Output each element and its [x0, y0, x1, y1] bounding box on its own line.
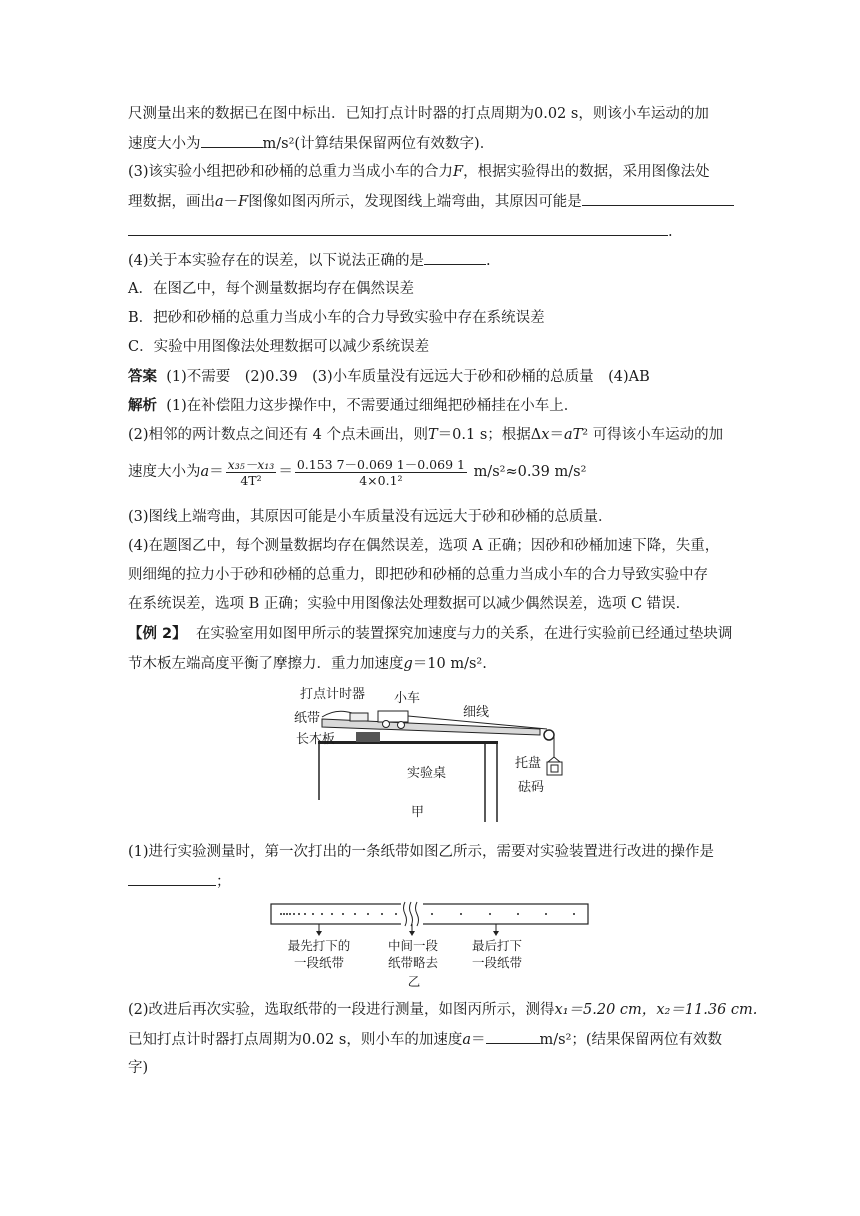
text-line: 速度大小为 m/s²(计算结果保留两位有效数字)． [128, 133, 494, 154]
analysis-line: (4)在题图乙中，每个测量数据均存在偶然误差，选项 A 正确；因砂和砂桶加速下降，失重， [128, 538, 720, 554]
analysis-line: 解析 (1)在补偿阻力这步操作中，不需要通过细绳把砂桶挂在小车上． [128, 398, 579, 414]
fraction: $\frac{\text{x₃₅－x₁₃}}{\text{4T²}}$ [227, 456, 275, 488]
label-middle-tape: 中间一段 纸带略去 [387, 938, 438, 970]
text-line: (3)该实验小组把砂和砂桶的总重力当成小车的合力F，根据实验得出的数据，采用图像法处 [128, 164, 710, 180]
label-first-tape: 最先打下的 一段纸带 [287, 938, 351, 970]
text-line: 理数据，画出a－F图像如图丙所示，发现图线上端弯曲，其原因可能是 [128, 191, 734, 212]
analysis-label: 解析 [128, 398, 157, 414]
analysis-line: (2)相邻的两计数点之间还有 4 个点未画出，则T＝0.1 s；根据Δx＝aT² 可得该小车运动的加 [128, 427, 724, 443]
option-c: C．实验中用图像法处理数据可以减少系统误差 [128, 339, 430, 355]
question-line: 已知打点计时器打点周期为0.02 s，则小车的加速度a＝ m/s²；(结果保留两位有效数 [128, 1029, 722, 1050]
question-line: 字) [128, 1060, 149, 1076]
label-weight: 砝码 [518, 780, 545, 795]
analysis-line: 在系统误差，选项 B 正确；实验中用图像法处理数据可以减少偶然误差，选项 C 错误． [128, 596, 691, 612]
example-label: 【例 2】 [128, 626, 187, 642]
label-last-tape: 最后打下 一段纸带 [471, 938, 522, 970]
answer-line: 答案 (1)不需要 (2)0.39 (3)小车质量没有远远大于砂和砂桶的总质量 (4)AB [128, 369, 650, 385]
option-b: B．把砂和砂桶的总重力当成小车的合力导致实验中存在系统误差 [128, 310, 545, 326]
analysis-line: 则细绳的拉力小于砂和砂桶的总重力，即把砂和砂桶的总重力当成小车的合力导致实验中存 [128, 567, 708, 583]
label-timer: 打点计时器 [300, 687, 366, 702]
option-a: A．在图乙中，每个测量数据均存在偶然误差 [128, 281, 414, 297]
figure-caption: 乙 [407, 974, 421, 989]
answer-label: 答案 [128, 369, 157, 385]
question-line: (1)进行实验测量时，第一次打出的一条纸带如图乙所示，需要对实验装置进行改进的操作是 [128, 844, 715, 860]
fraction: $\frac{0.153 7-0.069 1-0.069 1}{\text{4×0.1²}}$ [296, 456, 465, 488]
label-string: 细线 [463, 705, 490, 720]
question-line: (2)改进后再次实验，选取纸带的一段进行测量，如图丙所示，测得x₁＝5.20 cm，x₂＝11.36 cm. [128, 1002, 758, 1018]
answer-blank [486, 1029, 540, 1044]
question-line: ； [128, 871, 231, 892]
arrow-head [316, 931, 322, 936]
formula-line: 速度大小为a＝ $\frac{\text{x₃₅－x₁₃}}{\text{4T²}}$ ＝ $\frac{0.153 7-0.069 1-0.069 1}{\text{4×0.1²}}$ m/s²≈0.39 m/s² [128, 456, 587, 488]
label-desk: 实验桌 [407, 766, 447, 781]
text-line: (4)关于本实验存在的误差，以下说法正确的是 . [128, 250, 491, 271]
figure-caption: 甲 [411, 805, 425, 820]
tape-strip [271, 904, 588, 924]
example-line: 节木板左端高度平衡了摩擦力．重力加速度g＝10 m/s². [128, 656, 487, 672]
analysis-line: (3)图线上端弯曲，其原因可能是小车质量没有远远大于砂和砂桶的总质量． [128, 509, 613, 525]
text-line: 尺测量出来的数据已在图中标出．已知打点计时器的打点周期为0.02 s，则该小车运动的加 [128, 106, 709, 122]
label-tape: 纸带 [294, 711, 321, 726]
arrow-head [493, 931, 499, 936]
label-tray: 托盘 [515, 756, 542, 771]
label-cart: 小车 [394, 691, 421, 706]
text-line: . [128, 221, 673, 242]
arrow-head [409, 931, 415, 936]
label-board: 长木板 [296, 732, 336, 747]
example-line: 【例 2】 在实验室用如图甲所示的装置探究加速度与力的关系，在进行实验前已经通过垫块调 [128, 626, 733, 642]
